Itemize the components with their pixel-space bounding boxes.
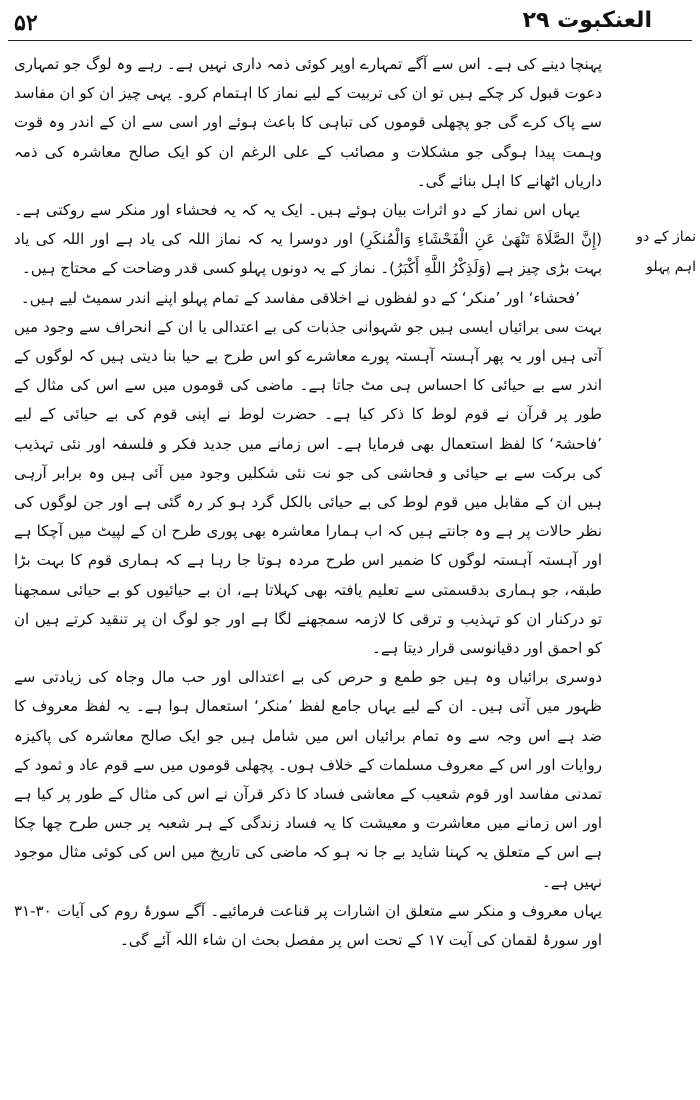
paragraph: یہاں معروف و منکر سے متعلق ان اشارات پر قناعت فرمائیے۔ آگے سورۂ روم کی آیات ۳۰-۳۱ اور سورۂ لقمان کی آیت ۱۷ کے تحت اس پر مفصل بحث ان شاء اللہ آئے گی۔	[14, 901, 602, 950]
paragraph: یہاں اس نماز کے دو اثرات بیان ہوئے ہیں۔ ایک یہ کہ یہ فحشاء اور منکر سے روکتی ہے۔ (إِنَّ الصَّلَاةَ تَنْهَىٰ عَنِ الْفَحْشَاءِ وَالْمُنكَرِ) اور دوسرا یہ کہ نماز اللہ کی یاد ہے اور اللہ کی یاد بہت بڑی چیز ہے (وَلَذِكْرُ اللَّهِ أَكْبَرُ)۔ نماز کے یہ دونوں پہلو کسی قدر وضاحت کے محتاج ہیں۔	[14, 201, 602, 278]
running-head: العنکبوت ۲۹	[522, 8, 652, 33]
page-header	[8, 2, 692, 41]
margin-note: نماز کے دو اہم پہلو	[636, 229, 696, 275]
paragraph: پہنچا دینے کی ہے۔ اس سے آگے تمہارے اوپر کوئی ذمہ داری نہیں ہے۔ رہے وہ لوگ جو تمہاری دعوت قبول کر چکے ہیں تو ان کی تربیت کے لیے نماز کا اہتمام کرو۔ یہی چیز ان کو ان مفاسد سے پاک کرے گی جو پچھلی قوموں کی تباہی کا باعث ہوئے اور اسی سے ان کے اندر وہ قوت وہمت پیدا ہوگی جو مشکلات و مصائب کے علی الرغم ان کو ایک صالح معاشرہ کی ذمہ داریاں اٹھانے کا اہل بنائے گی۔	[14, 55, 602, 190]
page-number: ۵۲	[14, 10, 38, 36]
body-text	[14, 50, 602, 955]
paragraph: دوسری برائیاں وہ ہیں جو طمع و حرص کی بے اعتدالی اور حب مال وجاہ کی زیادتی سے ظہور میں آتی ہیں۔ ان کے لیے یہاں جامع لفظ ’منکر‘ استعمال ہوا ہے۔ یہ لفظ معروف کا ضد ہے اس وجہ سے وہ تمام برائیاں اس میں شامل ہیں جو ایک صالح معاشرہ کی پاکیزہ روایات اور اس کے معروف مسلمات کے خلاف ہوں۔ پچھلی قوموں میں سے قوم عاد و ثمود کے تمدنی مفاسد اور قوم شعیب کے معاشی فساد کا ذکر قرآن نے اس کی مثال کے طور پر کیا ہے اور اس زمانے میں معاشرت و معیشت کا یہ فساد زندگی کے ہر شعبہ پر جس طرح چھا چکا ہے اس کے متعلق یہ کہنا شاید بے جا نہ ہو کہ ماضی کی تاریخ میں اس کی کوئی مثال موجود نہیں ہے۔	[14, 668, 602, 891]
paragraph: بہت سی برائیاں ایسی ہیں جو شہوانی جذبات کی بے اعتدالی یا ان کے انحراف سے وجود میں آتی ہیں اور یہ پھر آہستہ آہستہ پورے معاشرے کو اس طرح بے حیا بنا دیتی ہیں کہ لوگوں کے اندر سے بے حیائی کا احساس ہی مٹ جاتا ہے۔ ماضی کی قوموں میں سے اس کی مثال کے طور پر قرآن نے قوم لوط کا ذکر کیا ہے۔ حضرت لوط نے اپنی قوم کی بے حیائی کے لیے ’فاحشۃ‘ کا لفظ استعمال بھی فرمایا ہے۔ اس زمانے میں جدید فکر و فلسفہ اور نئی تہذیب کی برکت سے بے حیائی و فحاشی کی جو نت نئی شکلیں وجود میں آئی ہیں وہ برابر آرہی ہیں ان کے مقابل میں قوم لوط کی بے حیائی بالکل گرد ہو کر رہ گئی ہے اور جن لوگوں کی نظر حالات پر ہے وہ جانتے ہیں کہ اب ہمارا معاشرہ بھی پوری طرح ان کے لپیٹ میں آچکا ہے اور آہستہ آہستہ لوگوں کا ضمیر اس طرح مردہ ہوتا جا رہا ہے کہ ہماری قوم کا بہت بڑا طبقہ، جو ہماری بدقسمتی سے تعلیم یافتہ بھی کہلاتا ہے، ان بے حیائیوں کو بے حیائی سمجھنا تو درکنار ان کو تہذیب و ترقی کا لازمہ سمجھنے لگا ہے اور جو لوگ ان پر تنقید کرتے ہیں ان کو احمق اور دقیانوسی قرار دیتا ہے۔	[14, 317, 602, 658]
paragraph: ’فحشاء‘ اور ’منکر‘ کے دو لفظوں نے اخلاقی مفاسد کے تمام پہلو اپنے اندر سمیٹ لیے ہیں۔	[20, 288, 580, 307]
